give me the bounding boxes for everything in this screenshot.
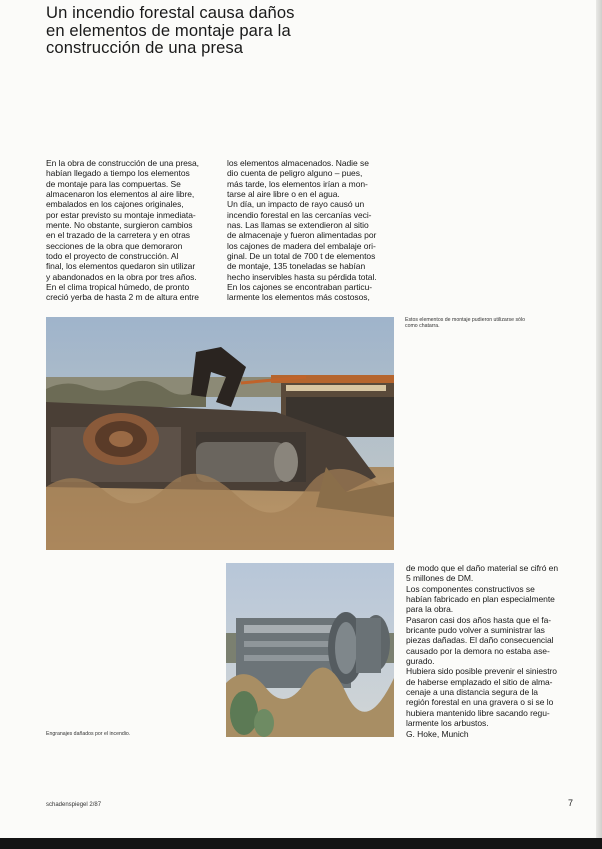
- page-number: 7: [568, 798, 574, 808]
- photo-damaged-gears: [226, 563, 394, 737]
- article-title: Un incendio forestal causa daños en elementos de montaje para la construcción de una presa: [46, 3, 295, 57]
- photo-burned-scrap: [46, 317, 394, 550]
- caption-photo-1: Estos elementos de montaje pudieron utilizarse sólo como chatarra.: [405, 317, 525, 330]
- article-column-1: En la obra de construcción de una presa, habían llegado a tiempo los elementos de montaje para las compuertas. Se almacenaron los elementos al aire libre, embalados en los cajones originales, por estar previsto su montaje inmediata- mente. No obstante, surgieron cambios en el trazado de la carretera y en otras secciones de la obra que demoraron todo el proyecto de construcción. Al final, los elementos quedaron sin utilizar y abandonados en la obra por tres años. En el clima tropical húmedo, de pronto creció yerba de hasta 2 m de altura entre: [46, 158, 199, 303]
- caption-photo-2: Engranajes dañados por el incendio.: [46, 731, 131, 737]
- scan-bottom-border: [0, 838, 602, 849]
- article-column-3: de modo que el daño material se cifró en 5 millones de DM. Los componentes constructivos se habían fabricado en plan especialmente para la obra. Pasaron casi dos años hasta que el fa- bricante pudo volver a suministrar las piezas dañadas. El daño consecuencial causado por la demora no estaba ase- gurado. Hubiera sido posible prevenir el siniestro de haberse emplazado el sitio de alma- cenaje a una distancia segura de la región forestal en una gravera o si se lo hubiera mantenido libre sacando regu- larmente los arbustos. G. Hoke, Munich: [406, 563, 559, 739]
- page-edge-shadow: [596, 0, 602, 849]
- article-column-2: los elementos almacenados. Nadie se dio cuenta de peligro alguno – pues, más tarde, los elementos irían a mon- tarse al aire libre o en el agua. Un día, un impacto de rayo causó un incendio forestal en las cercanías veci- nas. Las llamas se extendieron al sitio de almacenaje y fueron alimentadas por los cajones de madera del embalaje ori- ginal. De un total de 700 t de elementos de montaje, 135 toneladas se habían hecho inservibles hasta su pérdida total. En los cajones se encontraban particu- larmente los elementos más costosos,: [227, 158, 377, 303]
- footer-publication: schadenspiegel 2/87: [46, 802, 102, 808]
